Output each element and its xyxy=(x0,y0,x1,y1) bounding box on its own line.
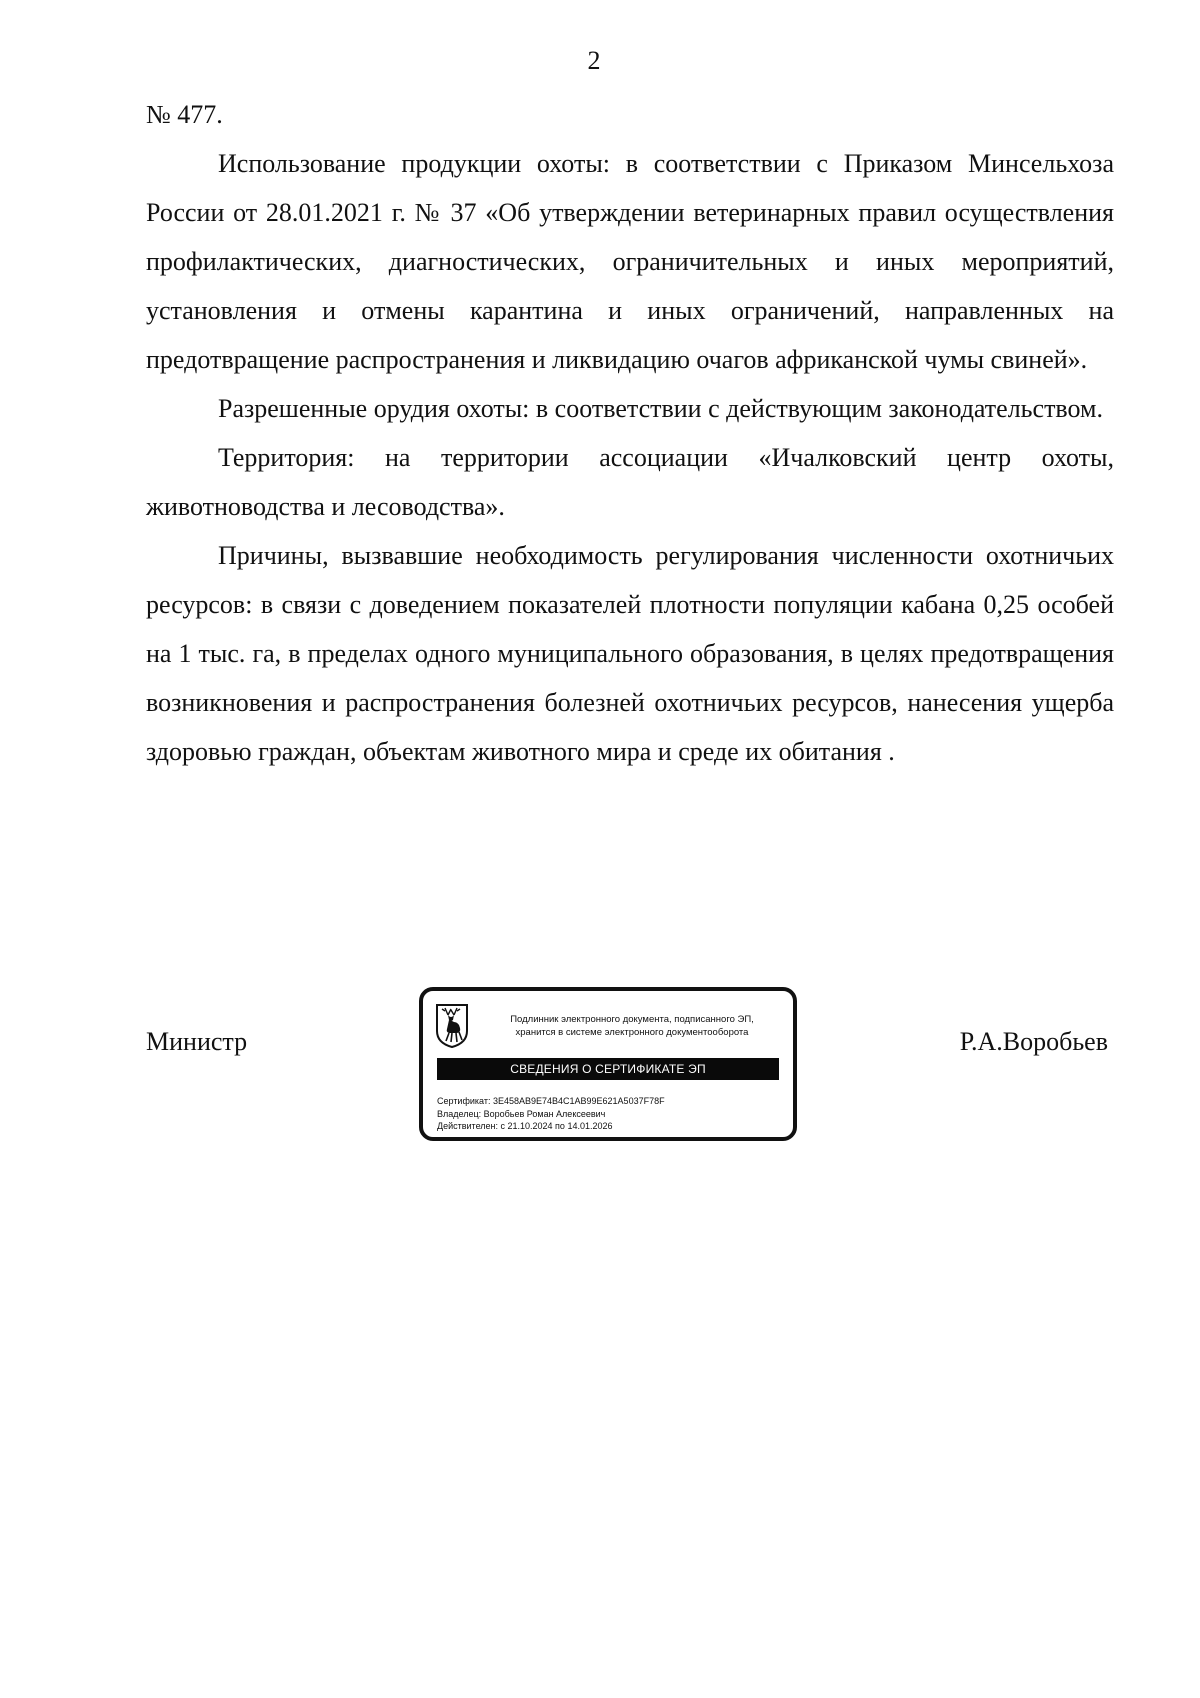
nizhny-novgorod-deer-emblem-icon xyxy=(435,1003,469,1049)
signer-name: Р.А.Воробьев xyxy=(959,1027,1108,1056)
paragraph-reasons: Причины, вызвавшие необходимость регулирования численности охотничьих ресурсов: в связи с доведением показателей плотности популяции кабана 0,25 особей на 1 тыс. га, в пределах одного муниципального образования, в целях предотвращения возникновения и распространения болезней охотничьих ресурсов, нанесения ущерба здоровью граждан, объектам животного мира и среде их обитания . xyxy=(146,541,1114,766)
paragraph-hunting-products: Использование продукции охоты: в соответствии с Приказом Минсельхоза России от 28.01.2021 г. № 37 «Об утверждении ветеринарных правил осуществления профилактических, диагностических, ограничительных и иных мероприятий, установления и отмены карантина и иных ограничений, направленных на предотвращение распространения и ликвидацию очагов африканской чумы свиней». xyxy=(146,149,1114,374)
stamp-notice-line-2: хранится в системе электронного документооборота xyxy=(515,1027,749,1038)
paragraph-hunting-tools: Разрешенные орудия охоты: в соответствии с действующим законодательством. xyxy=(218,394,1103,423)
paragraph-territory: Территория: на территории ассоциации «Ичалковский центр охоты, животноводства и лесоводства». xyxy=(146,443,1114,521)
document-body xyxy=(146,139,1114,776)
electronic-signature-stamp xyxy=(419,987,797,1141)
certificate-number: Сертификат: 3E458AB9E74B4C1AB99E621A5037F78F xyxy=(437,1096,665,1106)
stamp-notice-line-1: Подлинник электронного документа, подписанного ЭП, xyxy=(510,1014,754,1025)
certificate-owner: Владелец: Воробьев Роман Алексеевич xyxy=(437,1108,606,1119)
signer-role: Министр xyxy=(146,1027,248,1056)
stamp-notice xyxy=(485,1013,779,1039)
certificate-validity: Действителен: с 21.10.2024 по 14.01.2026 xyxy=(437,1121,613,1131)
stamp-header: СВЕДЕНИЯ О СЕРТИФИКАТЕ ЭП xyxy=(437,1058,779,1080)
document-number-line: № 477. xyxy=(146,100,223,129)
page-number: 2 xyxy=(587,46,601,75)
stamp-details xyxy=(437,1095,783,1133)
